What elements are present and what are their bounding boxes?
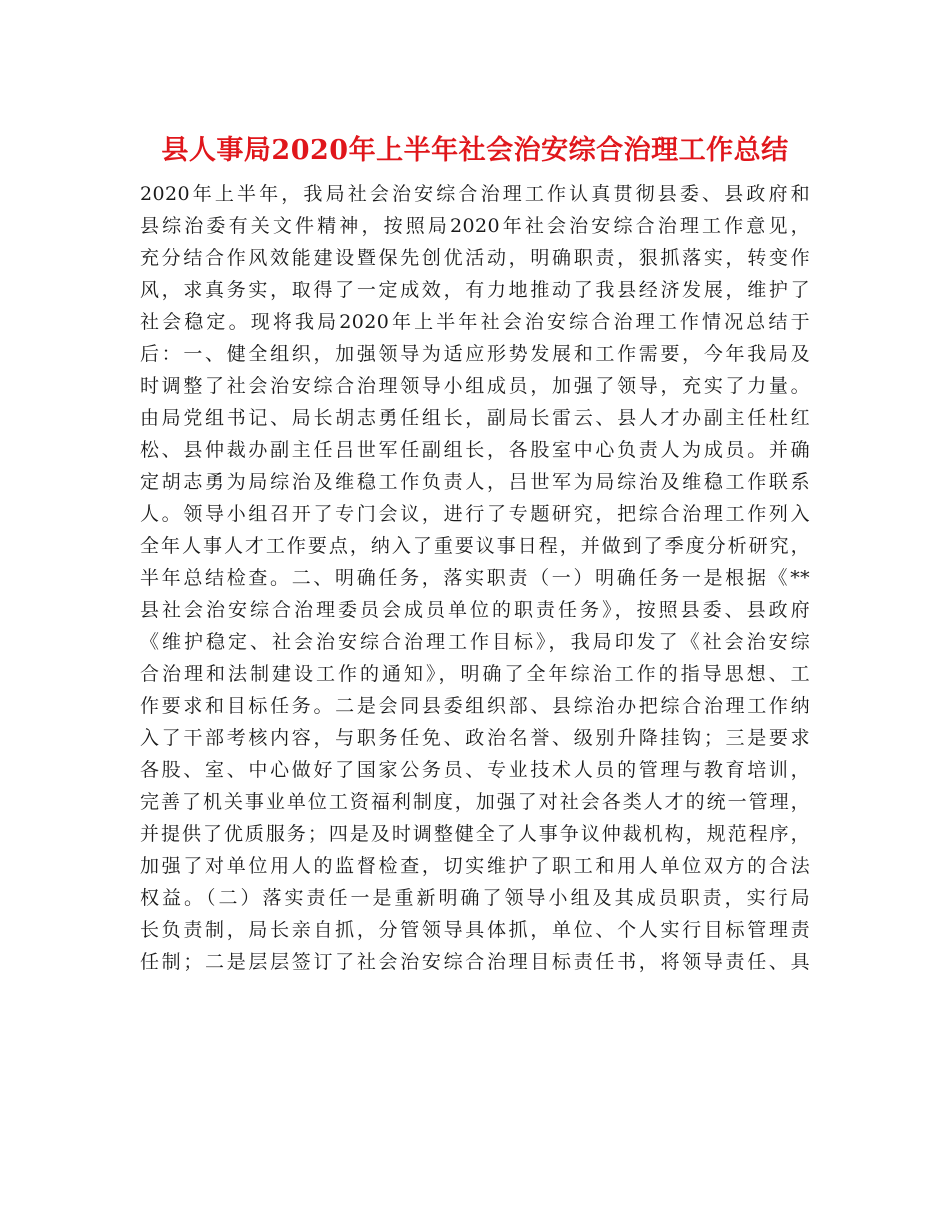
body-line: 长负责制，局长亲自抓，分管领导具体抓，单位、个人实行目标管理责 — [140, 919, 810, 941]
body-line: 时调整了社会治安综合治理领导小组成员，加强了领导，充实了力量。 — [140, 375, 810, 397]
body-line: 作要求和目标任务。二是会同县委组织部、县综治办把综合治理工作纳 — [140, 695, 810, 717]
body-line: 权益。（二）落实责任一是重新明确了领导小组及其成员职责，实行局 — [140, 887, 810, 909]
body-line: 县社会治安综合治理委员会成员单位的职责任务》，按照县委、县政府 — [140, 599, 810, 621]
body-line: 人。领导小组召开了专门会议，进行了专题研究，把综合治理工作列入 — [140, 503, 810, 525]
body-line: 《维护稳定、社会治安综合治理工作目标》，我局印发了《社会治安综 — [140, 631, 810, 653]
body-line: 县综治委有关文件精神，按照局2020年社会治安综合治理工作意见， — [140, 215, 810, 237]
document-title: 县人事局2020年上半年社会治安综合治理工作总结 — [161, 135, 789, 166]
body-line: 由局党组书记、局长胡志勇任组长，副局长雷云、县人才办副主任杜红 — [140, 407, 810, 429]
body-line: 完善了机关事业单位工资福利制度，加强了对社会各类人才的统一管理， — [140, 791, 810, 813]
body-line: 任制；二是层层签订了社会治安综合治理目标责任书，将领导责任、具 — [140, 951, 810, 973]
body-line: 全年人事人才工作要点，纳入了重要议事日程，并做到了季度分析研究， — [140, 535, 810, 557]
body-line: 加强了对单位用人的监督检查，切实维护了职工和用人单位双方的合法 — [140, 855, 810, 877]
body-line: 合治理和法制建设工作的通知》，明确了全年综治工作的指导思想、工 — [140, 663, 810, 685]
body-line: 充分结合作风效能建设暨保先创优活动，明确职责，狠抓落实，转变作 — [140, 247, 810, 269]
body-line: 后：一、健全组织，加强领导为适应形势发展和工作需要，今年我局及 — [140, 343, 810, 365]
body-line: 半年总结检查。二、明确任务，落实职责（一）明确任务一是根据《** — [140, 567, 810, 589]
body-line: 2020年上半年，我局社会治安综合治理工作认真贯彻县委、县政府和 — [140, 183, 810, 205]
body-line: 松、县仲裁办副主任吕世军任副组长，各股室中心负责人为成员。并确 — [140, 439, 810, 461]
document-body — [140, 178, 810, 978]
body-line: 并提供了优质服务；四是及时调整健全了人事争议仲裁机构，规范程序， — [140, 823, 810, 845]
body-line: 社会稳定。现将我局2020年上半年社会治安综合治理工作情况总结于 — [140, 311, 810, 333]
body-line: 各股、室、中心做好了国家公务员、专业技术人员的管理与教育培训， — [140, 759, 810, 781]
body-line: 风，求真务实，取得了一定成效，有力地推动了我县经济发展，维护了 — [140, 279, 810, 301]
body-line: 入了干部考核内容，与职务任免、政治名誉、级别升降挂钩；三是要求 — [140, 727, 810, 749]
body-line: 定胡志勇为局综治及维稳工作负责人，吕世军为局综治及维稳工作联系 — [140, 471, 810, 493]
